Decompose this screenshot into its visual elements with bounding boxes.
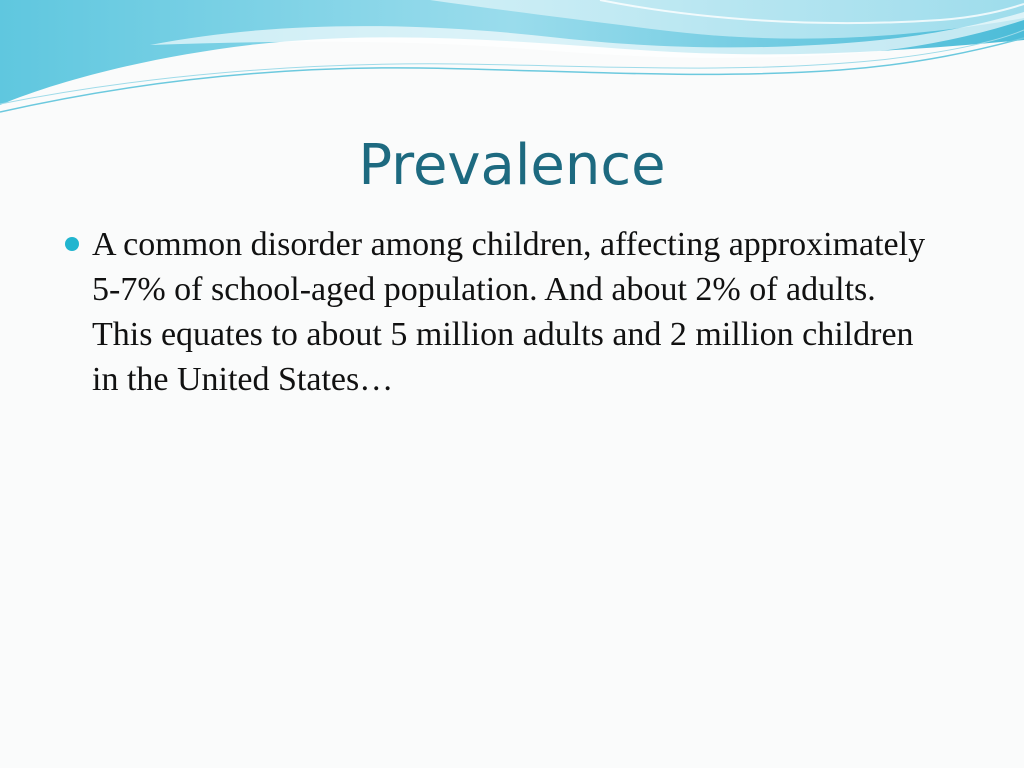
bullet-list bbox=[60, 222, 940, 402]
wave-header-decoration bbox=[0, 0, 1024, 120]
bullet-item bbox=[60, 222, 940, 402]
bullet-text: A common disorder among children, affecting approximately 5-7% of school-aged population. And about 2% of adults. This equates to about 5 million adults and 2 million children in the United States… bbox=[92, 226, 926, 398]
slide-title: Prevalence bbox=[358, 133, 666, 198]
bullet-dot-icon bbox=[65, 237, 79, 251]
